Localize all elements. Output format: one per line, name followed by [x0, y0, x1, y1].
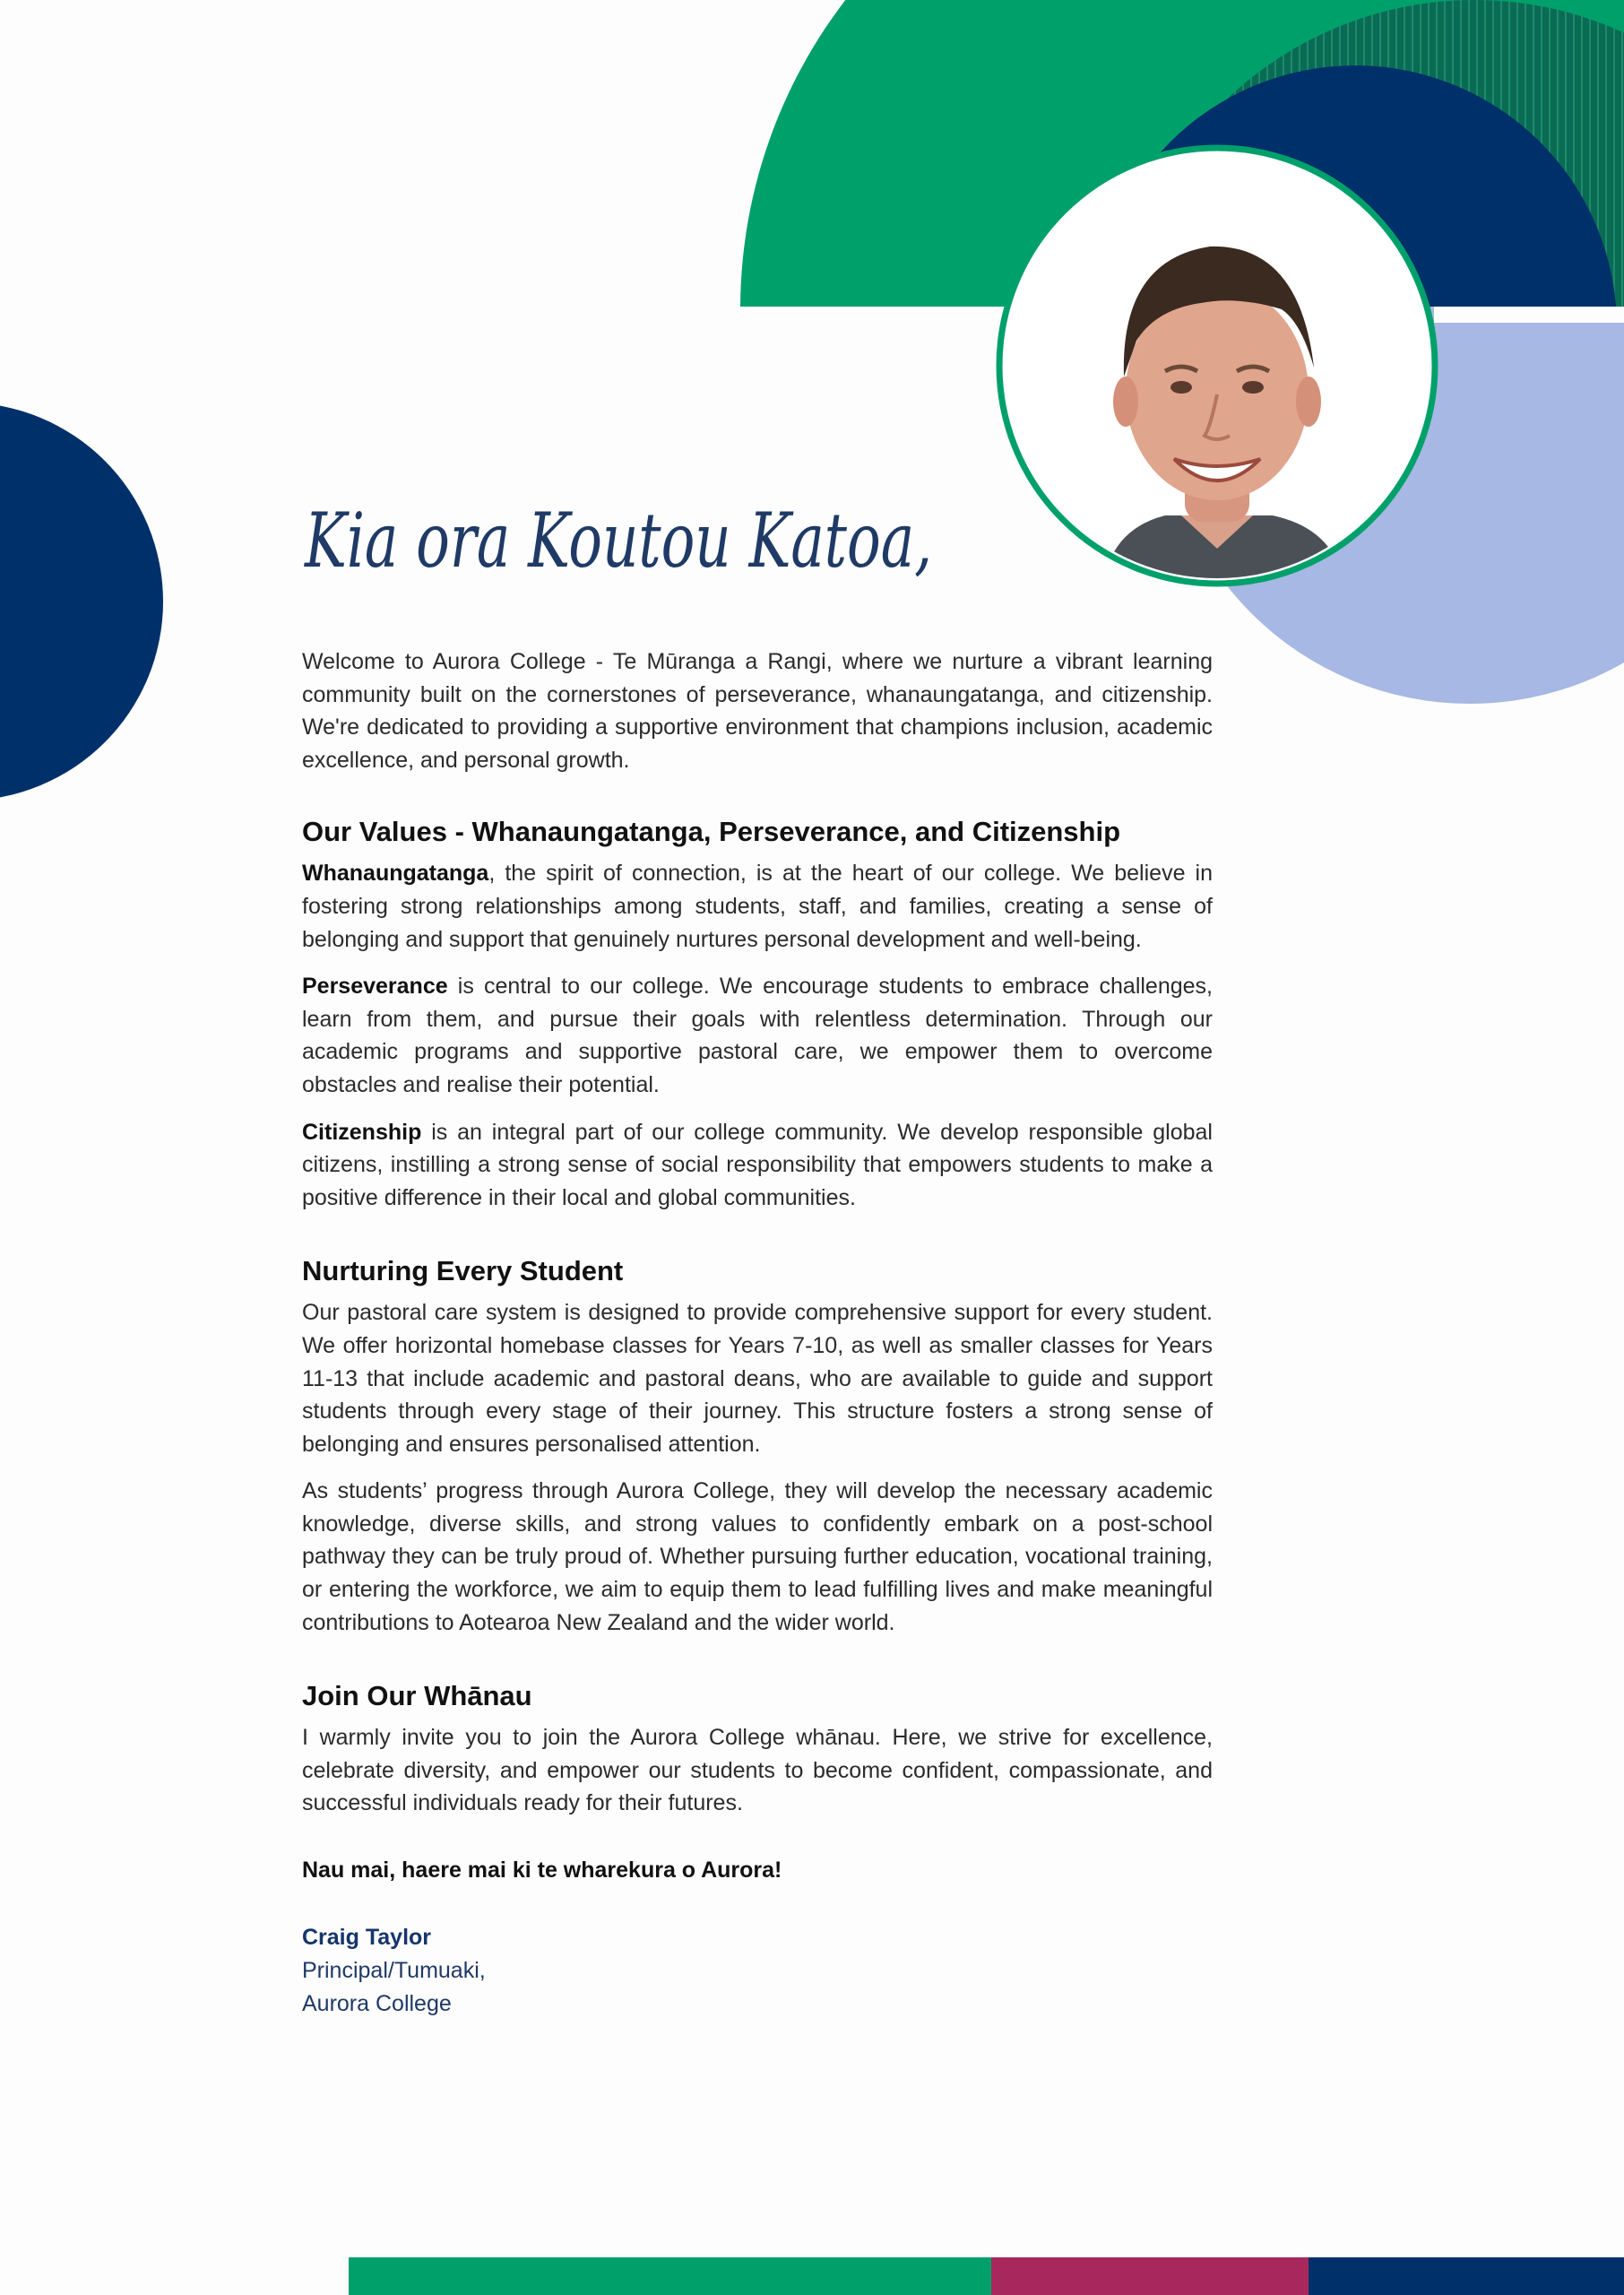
citizenship-text: is an integral part of our college community. We develop responsible global citizens, instilling a strong sense of social responsibility that empowers students to make a positive difference in their local and global communities.	[302, 1119, 1213, 1210]
handwritten-greeting	[298, 468, 943, 611]
citizenship-paragraph	[302, 1116, 1213, 1215]
closing-line: Nau mai, haere mai ki te wharekura o Aurora!	[302, 1858, 782, 1884]
greeting-text: Kia ora Koutou Katoa,	[303, 497, 933, 585]
nurturing-paragraph-2: As students’ progress through Aurora College, they will develop the necessary academic knowledge, diverse skills, and strong values to confidently embark on a post-school pathway they can be truly proud of. Whether pursuing further education, vocational training, or entering the workforce, we aim to equip them to lead fulfilling lives and make meaningful contributions to Aotearoa New Zealand and the wider world.	[302, 1478, 1213, 1635]
nurturing-heading: Nurturing Every Student	[302, 1255, 624, 1287]
signature-name: Craig Taylor	[302, 1924, 432, 1950]
whanaungatanga-paragraph	[302, 857, 1213, 956]
signature-title: Principal/Tumuaki,	[302, 1957, 486, 1983]
nurturing-paragraph-1: Our pastoral care system is designed to provide comprehensive support for every student. We offer horizontal homebase classes for Years 7-10, as well as smaller classes for Years 11-13 that include academic and pastoral deans, who are available to guide and support students through every stage of their journey. This structure fosters a strong sense of belonging and ensures personalised attention.	[302, 1300, 1213, 1457]
values-heading: Our Values - Whanaungatanga, Perseverance, and Citizenship	[302, 816, 1121, 848]
signature-org: Aurora College	[302, 1990, 452, 2016]
letter-body	[302, 645, 1213, 2021]
join-paragraph: I warmly invite you to join the Aurora College whānau. Here, we strive for excellence, celebrate diversity, and empower our students to become confident, compassionate, and successful individuals ready for their futures.	[302, 1725, 1213, 1816]
bottom-bar-magenta	[991, 2257, 1309, 2295]
citizenship-term: Citizenship	[302, 1119, 422, 1145]
join-heading: Join Our Whānau	[302, 1680, 532, 1712]
perseverance-text: is central to our college. We encourage students to embrace challenges, learn from them, and pursue their goals with relentless determination. Through our academic programs and supportive pastoral care, we empower them to overcome obstacles and realise their potential.	[302, 974, 1213, 1097]
principal-photo	[998, 146, 1438, 586]
bottom-bar-green	[349, 2257, 991, 2295]
left-navy-shape	[0, 403, 163, 801]
signature-block	[302, 1921, 1213, 2021]
whanaungatanga-text: , the spirit of connection, is at the heart of our college. We believe in fostering strong relationships among students, staff, and families, creating a sense of belonging and support that genuinely nurtures personal development and well-being.	[302, 861, 1213, 952]
whanaungatanga-term: Whanaungatanga	[302, 861, 489, 887]
bottom-bar-navy	[1309, 2257, 1624, 2295]
perseverance-paragraph	[302, 970, 1213, 1101]
intro-paragraph: Welcome to Aurora College - Te Mūranga a Rangi, where we nurture a vibrant learning community built on the cornerstones of perseverance, whanaungatanga, and citizenship. We're dedicated to providing a supportive environment that champions inclusion, academic excellence, and personal growth.	[302, 649, 1213, 773]
perseverance-term: Perseverance	[302, 974, 448, 1000]
